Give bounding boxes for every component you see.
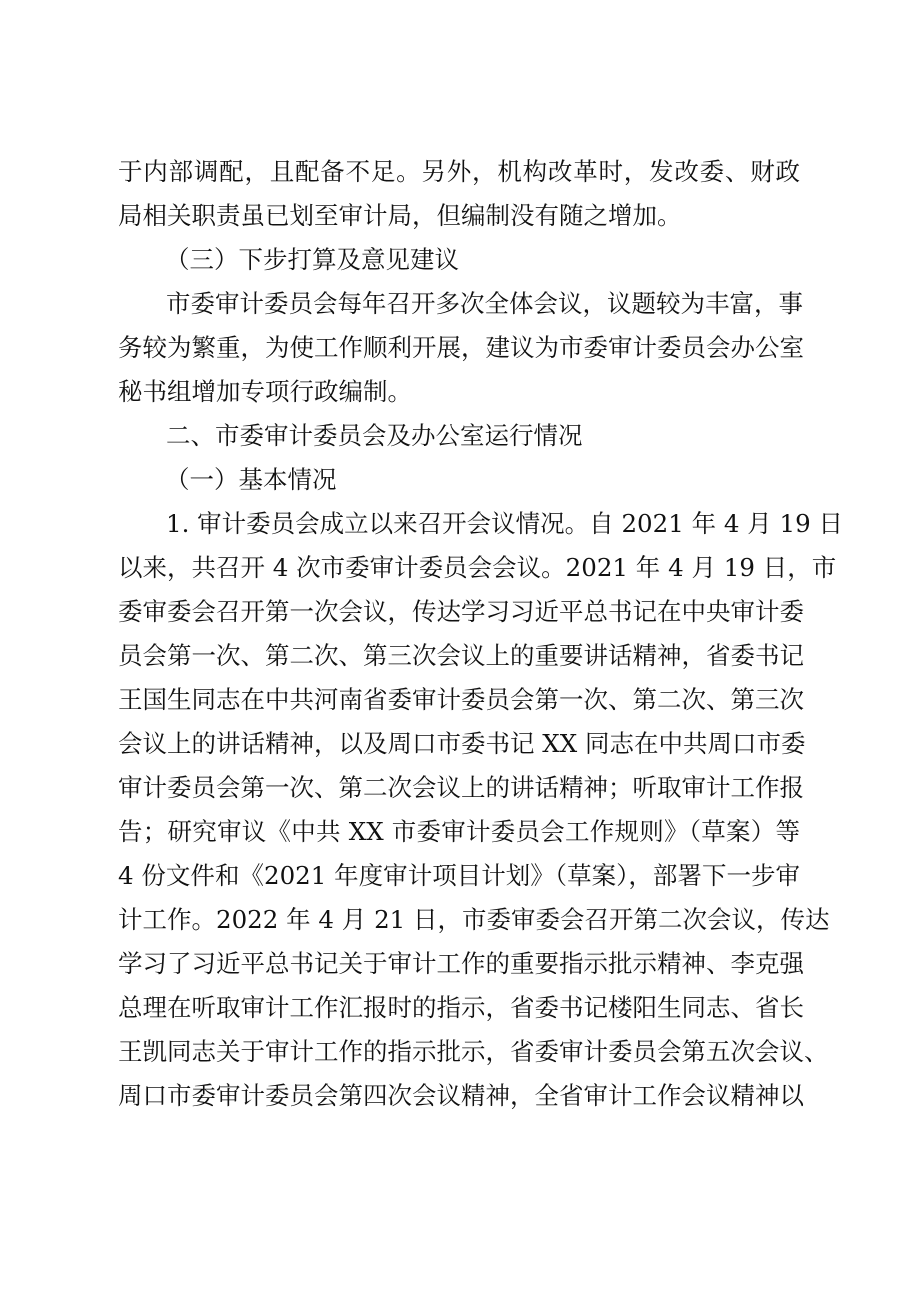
body-text-line: 学习了习近平总书记关于审计工作的重要指示批示精神、李克强 (118, 949, 804, 978)
body-text-line: 秘书组增加专项行政编制。 (118, 377, 412, 406)
body-text-line: 局相关职责虽已划至审计局，但编制没有随之增加。 (118, 201, 682, 230)
body-text-line: 员会第一次、第二次、第三次会议上的重要讲话精神，省委书记 (118, 641, 804, 670)
body-text-line: 告；研究审议《中共 XX 市委审计委员会工作规则》（草案）等 (118, 817, 800, 846)
body-text-line: 以来，共召开 4 次市委审计委员会会议。2021 年 4 月 19 日，市 (118, 553, 837, 582)
body-text-line: 总理在听取审计工作汇报时的指示，省委书记楼阳生同志、省长 (118, 993, 804, 1022)
body-text-line: 市委审计委员会每年召开多次全体会议，议题较为丰富，事 (166, 289, 803, 318)
section-heading: （三）下步打算及意见建议 (165, 245, 459, 274)
body-text-line: 于内部调配，且配备不足。另外，机构改革时，发改委、财政 (118, 157, 800, 186)
body-text-line: 委审委会召开第一次会议，传达学习习近平总书记在中央审计委 (118, 597, 804, 626)
body-text-line: 计工作。2022 年 4 月 21 日，市委审委会召开第二次会议，传达 (118, 905, 830, 934)
section-heading: （一）基本情况 (165, 465, 337, 494)
body-text-line: 4 份文件和《2021 年度审计项目计划》（草案），部署下一步审 (118, 861, 800, 890)
body-text-line: 审计委员会第一次、第二次会议上的讲话精神；听取审计工作报 (118, 773, 804, 802)
body-text-line: 王凯同志关于审计工作的指示批示，省委审计委员会第五次会议、 (118, 1037, 829, 1066)
body-text-line: 1. 审计委员会成立以来召开会议情况。自 2021 年 4 月 19 日 (166, 509, 844, 538)
body-text-line: 务较为繁重，为使工作顺利开展，建议为市委审计委员会办公室 (118, 333, 804, 362)
section-heading: 二、市委审计委员会及办公室运行情况 (166, 421, 583, 450)
body-text-line: 王国生同志在中共河南省委审计委员会第一次、第二次、第三次 (118, 685, 804, 714)
body-text-line: 周口市委审计委员会第四次会议精神，全省审计工作会议精神以 (118, 1081, 804, 1110)
body-text-line: 会议上的讲话精神，以及周口市委书记 XX 同志在中共周口市委 (118, 729, 806, 758)
